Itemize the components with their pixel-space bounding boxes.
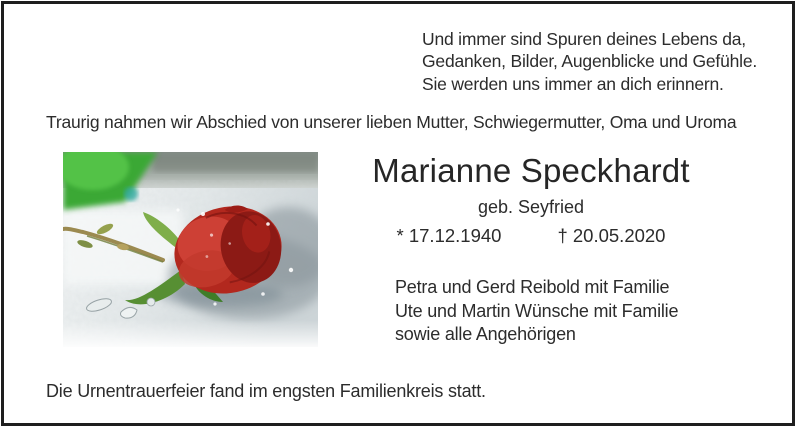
sparkle: [213, 302, 216, 305]
mourners-block: [358, 276, 704, 347]
closing-line: Die Urnentrauerfeier fand im engsten Familienkreis statt.: [46, 381, 486, 401]
maiden-name: geb. Seyfried: [477, 197, 585, 217]
mourner-line: Ute und Martin Wünsche mit Familie: [395, 300, 679, 321]
birth-date: * 17.12.1940: [396, 225, 502, 246]
death-date: † 20.05.2020: [557, 225, 666, 246]
background-dark-strip: [153, 154, 318, 172]
water-droplet: [147, 298, 155, 306]
teal-accent-blur: [124, 187, 138, 201]
sparkle: [201, 212, 205, 216]
poem-line: Gedanken, Bilder, Augenblicke und Gefühle.: [422, 51, 758, 72]
sparkle: [176, 208, 179, 211]
deceased-name: Marianne Speckhardt: [372, 152, 690, 189]
life-dates: [358, 225, 704, 247]
announcement-block: [358, 153, 704, 347]
photo-bottom-fade: [63, 320, 318, 347]
sparkle: [289, 268, 293, 272]
mourner-line: sowie alle Angehörigen: [395, 324, 576, 344]
poem-line: Sie werden uns immer an dich erinnern.: [422, 73, 724, 94]
poem-block: [422, 28, 757, 95]
memorial-photo: [63, 152, 318, 347]
sparkle: [266, 222, 270, 226]
sparkle: [261, 292, 265, 296]
mourner-line: Petra und Gerd Reibold mit Familie: [395, 277, 670, 297]
intro-line: Traurig nahmen wir Abschied von unserer lieben Mutter, Schwiegermutter, Oma und Uroma: [46, 112, 737, 132]
poem-line: Und immer sind Spuren deines Lebens da,: [422, 29, 746, 49]
